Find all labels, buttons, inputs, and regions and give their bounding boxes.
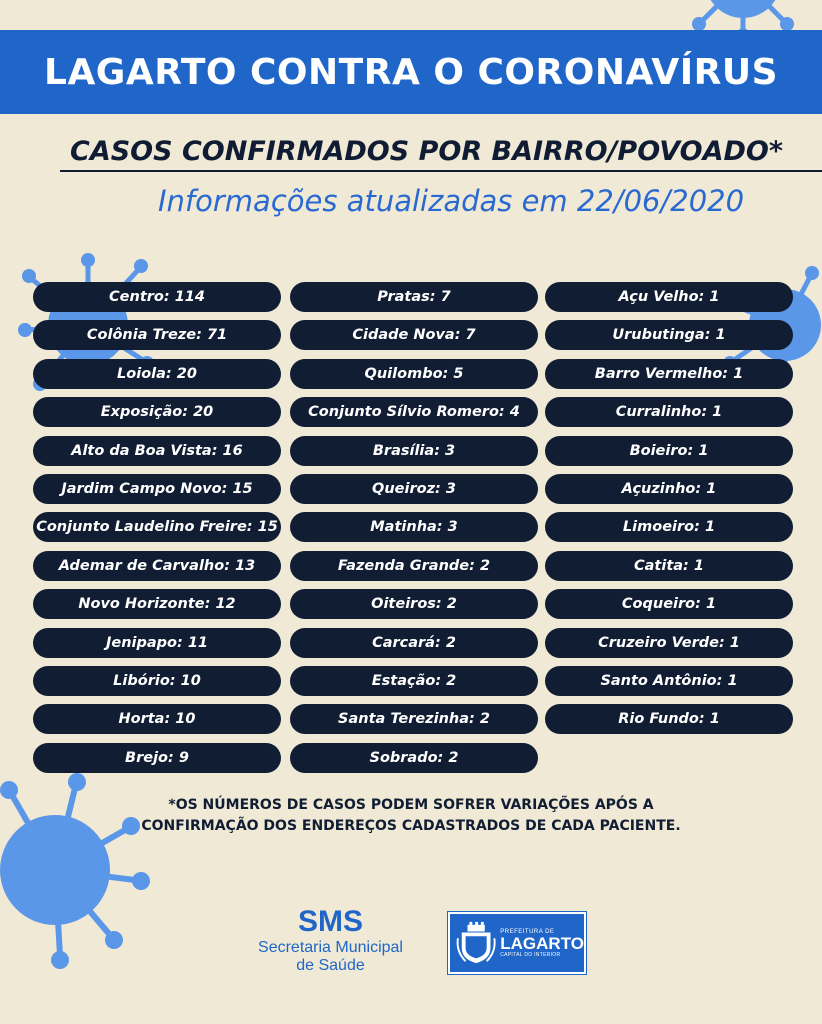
neighborhood-pill: Santo Antônio: 1 <box>545 666 793 696</box>
neighborhood-pill: Pratas: 7 <box>290 282 538 312</box>
neighborhood-pill: Fazenda Grande: 2 <box>290 551 538 581</box>
neighborhood-pill: Açuzinho: 1 <box>545 474 793 504</box>
neighborhood-pill: Catita: 1 <box>545 551 793 581</box>
page-title: LAGARTO CONTRA O CORONAVÍRUS <box>44 51 778 93</box>
neighborhood-pill: Coqueiro: 1 <box>545 589 793 619</box>
neighborhood-pill: Jardim Campo Novo: 15 <box>33 474 281 504</box>
section-subtitle: CASOS CONFIRMADOS POR BAIRRO/POVOADO* <box>70 136 783 167</box>
logo-city: LAGARTO <box>500 933 584 953</box>
neighborhood-pill: Boieiro: 1 <box>545 436 793 466</box>
logo-tagline: CAPITAL DO INTERIOR <box>500 951 561 958</box>
neighborhood-pill: Açu Velho: 1 <box>545 282 793 312</box>
neighborhood-pill: Colônia Treze: 71 <box>33 320 281 350</box>
title-banner <box>0 30 822 114</box>
neighborhood-pill: Urubutinga: 1 <box>545 320 793 350</box>
neighborhood-pill: Estação: 2 <box>290 666 538 696</box>
neighborhood-pill: Sobrado: 2 <box>290 743 538 773</box>
footnote-line-2: CONFIRMAÇÃO DOS ENDEREÇOS CADASTRADOS DE CADA PACIENTE. <box>141 818 681 834</box>
neighborhood-pill: Libório: 10 <box>33 666 281 696</box>
neighborhood-pill: Quilombo: 5 <box>290 359 538 389</box>
neighborhood-pill: Santa Terezinha: 2 <box>290 704 538 734</box>
neighborhood-pill: Cruzeiro Verde: 1 <box>545 628 793 658</box>
coat-of-arms-icon <box>456 920 496 966</box>
neighborhood-pill: Centro: 114 <box>33 282 281 312</box>
sms-logo <box>248 905 413 975</box>
neighborhood-pill: Queiroz: 3 <box>290 474 538 504</box>
neighborhood-pill: Conjunto Sílvio Romero: 4 <box>290 397 538 427</box>
neighborhood-pill: Exposição: 20 <box>33 397 281 427</box>
neighborhood-pill: Ademar de Carvalho: 13 <box>33 551 281 581</box>
footnote-line-1: *OS NÚMEROS DE CASOS PODEM SOFRER VARIAÇÕES APÓS A <box>168 797 654 813</box>
footnote <box>100 795 722 837</box>
neighborhood-pill: Oiteiros: 2 <box>290 589 538 619</box>
neighborhood-pill: Matinha: 3 <box>290 512 538 542</box>
subtitle-underline <box>60 170 822 172</box>
neighborhood-pill: Brasília: 3 <box>290 436 538 466</box>
neighborhood-pill: Rio Fundo: 1 <box>545 704 793 734</box>
prefeitura-logo <box>448 912 586 974</box>
neighborhood-pill: Novo Horizonte: 12 <box>33 589 281 619</box>
neighborhood-pill: Carcará: 2 <box>290 628 538 658</box>
neighborhood-pill: Conjunto Laudelino Freire: 15 <box>33 512 281 542</box>
neighborhood-pill: Horta: 10 <box>33 704 281 734</box>
neighborhood-pill: Jenipapo: 11 <box>33 628 281 658</box>
update-date-text: Informações atualizadas em 22/06/2020 <box>158 184 745 218</box>
sms-abbreviation: SMS <box>297 905 363 938</box>
sms-name-line-2: de Saúde <box>296 957 365 974</box>
neighborhood-pill: Barro Vermelho: 1 <box>545 359 793 389</box>
sms-name-line-1: Secretaria Municipal <box>258 939 403 956</box>
neighborhood-pill: Curralinho: 1 <box>545 397 793 427</box>
neighborhood-pill: Brejo: 9 <box>33 743 281 773</box>
logo-prefix: PREFEITURA DE <box>500 928 555 935</box>
neighborhood-pill: Limoeiro: 1 <box>545 512 793 542</box>
neighborhood-pill: Loiola: 20 <box>33 359 281 389</box>
neighborhood-pill: Cidade Nova: 7 <box>290 320 538 350</box>
neighborhood-pill: Alto da Boa Vista: 16 <box>33 436 281 466</box>
